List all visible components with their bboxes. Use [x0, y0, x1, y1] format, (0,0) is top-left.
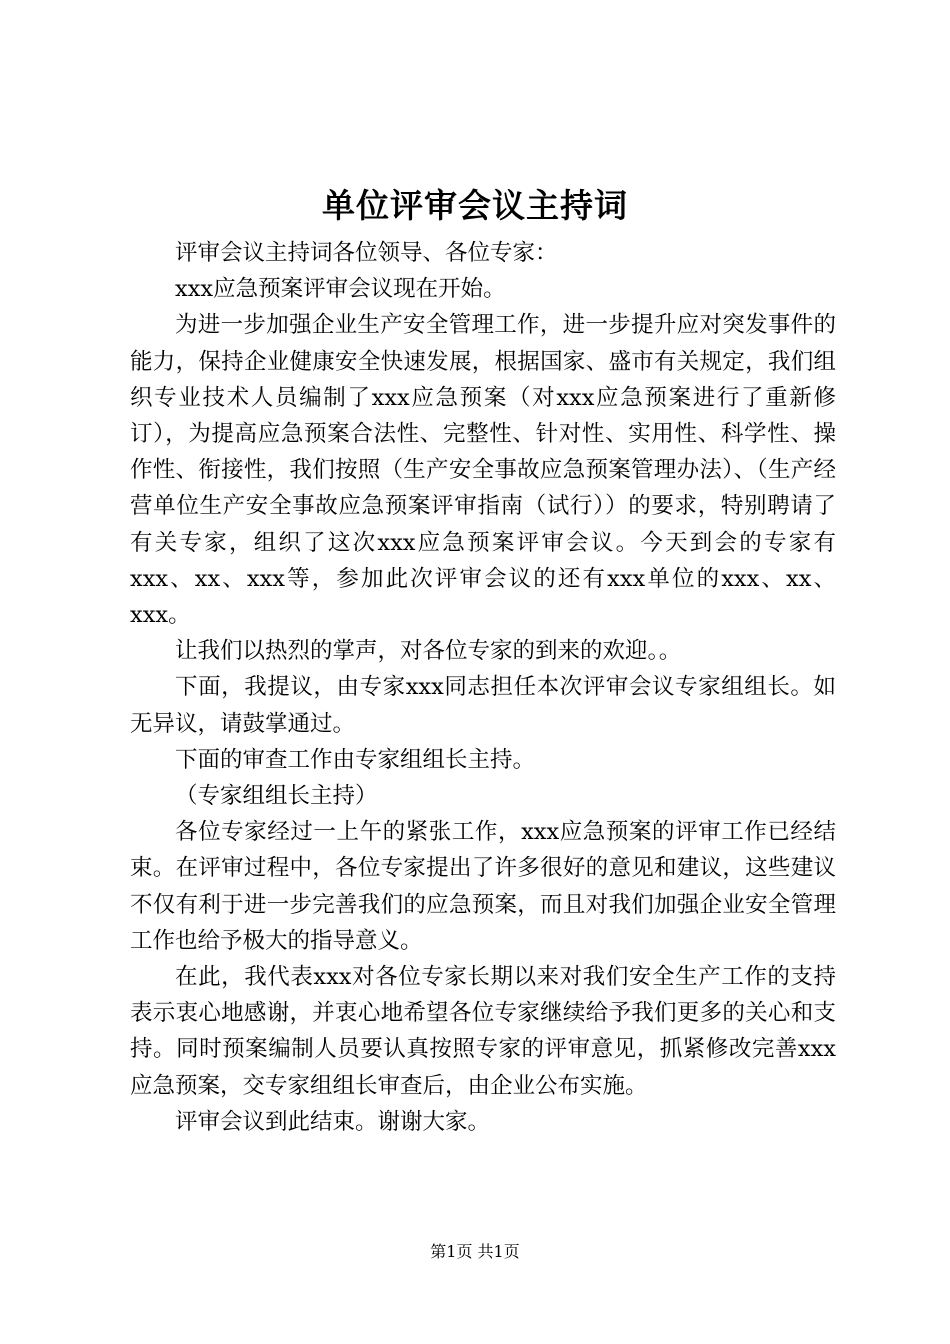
paragraph-thanks: 在此，我代表xxx对各位专家长期以来对我们安全生产工作的支持表示衷心地感谢，并衷心地希望各位专家继续给予我们更多的关心和支持。同时预案编制人员要认真按照专家的评审意见，抓紧修改完善xxx应急预案，交专家组组长审查后，由企业公布实施。: [130, 964, 836, 1099]
page-footer: 第1页 共1页: [430, 1242, 520, 1261]
paragraph-closing: 评审会议到此结束。谢谢大家。: [175, 1108, 491, 1135]
document-title: 单位评审会议主持词: [322, 186, 628, 225]
paragraph-background: 为进一步加强企业生产安全管理工作，进一步提升应对突发事件的能力，保持企业健康安全快速发展，根据国家、盛市有关规定，我们组织专业技术人员编制了xxx应急预案（对xxx应急预案进行了重新修订），为提高应急预案合法性、完整性、针对性、实用性、科学性、操作性、衔接性，我们按照（生产安全事故应急预案管理办法）、（生产经营单位生产安全事故应急预案评审指南（试行））的要求，特别聘请了有关专家，组织了这次xxx应急预案评审会议。今天到会的专家有xxx、xx、xxx等，参加此次评审会议的还有xxx单位的xxx、xx、xxx。: [130, 312, 836, 629]
paragraph-review-lead: 下面的审查工作由专家组组长主持。: [175, 746, 536, 773]
paragraph-welcome: 让我们以热烈的掌声，对各位专家的到来的欢迎。。: [175, 638, 682, 665]
paragraph-review-done: 各位专家经过一上午的紧张工作，xxx应急预案的评审工作已经结束。在评审过程中，各位专家提出了许多很好的意见和建议，这些建议不仅有利于进一步完善我们的应急预案，而且对我们加强企业安全管理工作也给予极大的指导意义。: [130, 819, 836, 954]
document-body: [130, 235, 836, 1140]
paragraph-greeting: 评审会议主持词各位领导、各位专家：: [175, 240, 558, 266]
paragraph-chair-note: （专家组组长主持）: [175, 783, 378, 810]
paragraph-proposal: 下面，我提议，由专家xxx同志担任本次评审会议专家组组长。如无异议，请鼓掌通过。: [130, 674, 836, 737]
paragraph-opening: xxx应急预案评审会议现在开始。: [175, 276, 506, 303]
